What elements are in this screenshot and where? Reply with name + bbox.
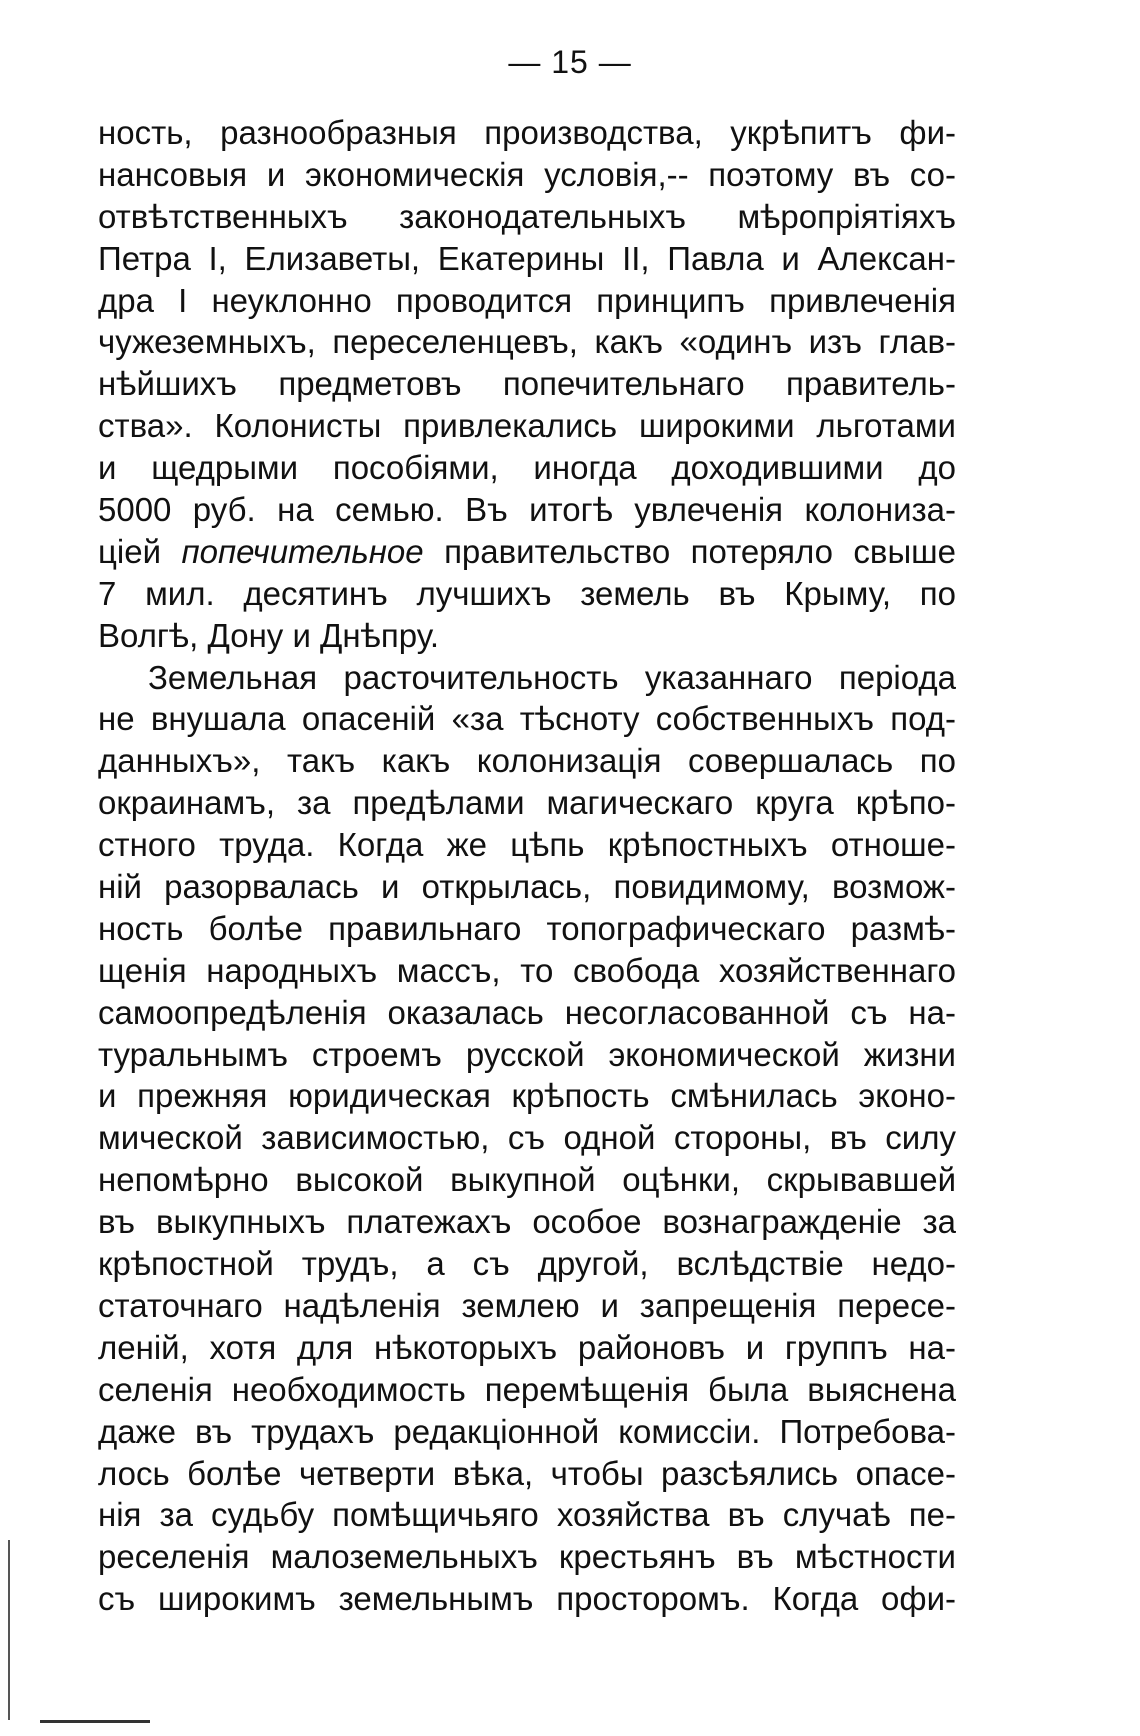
text-line: статочнаго надѣленія землею и запрещенія пересе-	[98, 1286, 956, 1324]
text-line: данныхъ», такъ какъ колонизація совершалась по	[98, 742, 956, 780]
text-line: окраинамъ, за предѣлами магическаго круга крѣпо-	[98, 784, 956, 822]
text-line: въ выкупныхъ платежахъ особое вознагражденіе за	[98, 1203, 956, 1241]
text-line: даже въ трудахъ редакціонной комиссіи. Потребова-	[98, 1412, 956, 1450]
text-line: самоопредѣленія оказалась несогласованной съ на-	[98, 993, 956, 1031]
text-line: лось болѣе четверти вѣка, чтобы разсѣялись опасе-	[98, 1454, 956, 1492]
margin-binding-line	[8, 1540, 10, 1720]
text-line: ность, разнообразныя производства, укрѣпитъ фи-	[98, 114, 956, 151]
text-line: ній разорвалась и открылась, повидимому, возмож-	[98, 868, 956, 906]
text-line: леній, хотя для нѣкоторыхъ районовъ и группъ на-	[98, 1328, 956, 1366]
text-line: крѣпостной трудъ, а съ другой, вслѣдствіе недо-	[98, 1245, 956, 1283]
text-line: туральнымъ строемъ русской экономической жизни	[98, 1035, 956, 1073]
page-number: — 15 —	[508, 44, 632, 80]
text-line: нія за судьбу помѣщичьяго хозяйства въ случаѣ пе-	[98, 1496, 956, 1534]
italic-word: попечительное	[181, 532, 424, 570]
text-line: дра I неуклонно проводится принципъ привлеченія	[98, 281, 956, 319]
text-line: реселенія малоземельныхъ крестьянъ въ мѣстности	[98, 1538, 956, 1576]
text-line: 5000 руб. на семью. Въ итогѣ увлеченія колониза-	[98, 491, 956, 529]
text-line: стного труда. Когда же цѣпь крѣпостныхъ отноше-	[98, 826, 956, 864]
paragraph-1	[98, 112, 956, 657]
text-line: мической зависимостью, съ одной стороны, въ силу	[98, 1119, 956, 1157]
text-line: щенія народныхъ массъ, то свобода хозяйственнаго	[98, 951, 956, 989]
text-line-with-italic	[98, 531, 956, 573]
text-line: ства». Колонисты привлекались широкими льготами	[98, 407, 956, 445]
text-line: и прежняя юридическая крѣпость смѣнилась эконо-	[98, 1077, 956, 1115]
text-line: Петра I, Елизаветы, Екатерины II, Павла и Алексан-	[98, 239, 956, 277]
text-line: чужеземныхъ, переселенцевъ, какъ «одинъ изъ глав-	[98, 323, 956, 361]
text-line: нѣйшихъ предметовъ попечительнаго правитель-	[98, 365, 956, 403]
text-line: Земельная расточительность указаннаго періода	[148, 658, 956, 696]
paragraph-2	[98, 657, 956, 1620]
text-fragment: правительство потеряло свыше	[444, 532, 957, 570]
body-text	[98, 112, 956, 1620]
bottom-edge-mark	[40, 1720, 150, 1723]
text-line: селенія необходимость перемѣщенія была выяснена	[98, 1370, 956, 1408]
text-line: 7 мил. десятинъ лучшихъ земель въ Крыму, по	[98, 574, 956, 612]
text-line: не внушала опасеній «за тѣсноту собственныхъ под-	[98, 700, 956, 738]
text-line: отвѣтственныхъ законодательныхъ мѣропріятіяхъ	[98, 197, 956, 235]
text-line: непомѣрно высокой выкупной оцѣнки, скрывавшей	[98, 1161, 956, 1199]
text-line: съ широкимъ земельнымъ просторомъ. Когда офи-	[98, 1580, 956, 1618]
text-line: и щедрыми пособіями, иногда доходившими до	[98, 449, 956, 487]
text-line: ность болѣе правильнаго топографическаго размѣ-	[98, 909, 956, 947]
text-line: Волгѣ, Дону и Днѣпру.	[98, 616, 440, 654]
text-line: нансовыя и экономическія условія,-- поэтому въ со-	[98, 155, 956, 193]
text-fragment: ціей	[98, 532, 162, 570]
